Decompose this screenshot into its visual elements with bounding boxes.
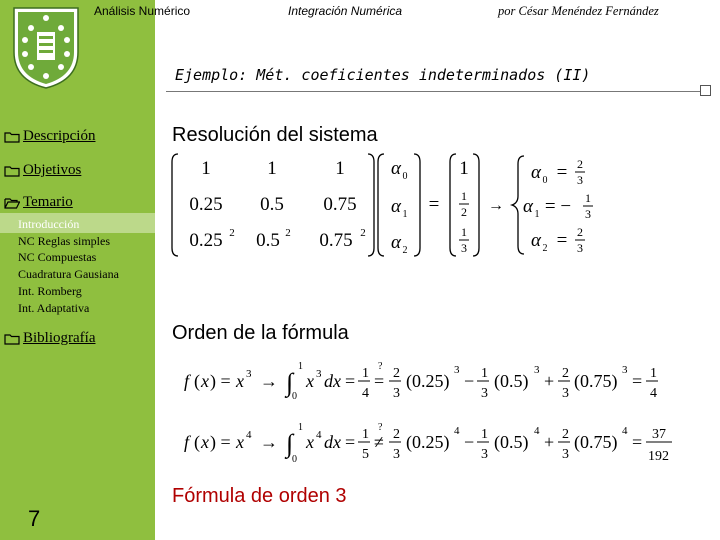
svg-text:=: = [632, 371, 643, 391]
nav-subitem[interactable]: NC Compuestas [18, 250, 97, 264]
svg-text:3: 3 [622, 364, 628, 376]
svg-text:3: 3 [481, 386, 488, 401]
svg-text:1: 1 [298, 422, 303, 433]
svg-text:x: x [306, 432, 314, 452]
svg-text:4: 4 [246, 429, 252, 441]
svg-text:x: x [201, 371, 209, 391]
svg-text:3: 3 [585, 207, 591, 221]
order-check-quartic-equation [168, 418, 688, 470]
svg-text:1: 1 [461, 225, 467, 239]
svg-text:?: ? [378, 361, 383, 372]
nav-subitem[interactable]: Int. Romberg [18, 284, 82, 298]
order-check-cubic-equation [168, 355, 688, 405]
svg-text:α: α [391, 232, 401, 253]
svg-text:∫: ∫ [286, 429, 294, 458]
svg-text:α: α [391, 158, 401, 179]
folder-icon [4, 131, 20, 143]
slide-subtitle: Ejemplo: Mét. coeficientes indeterminados (II) [175, 66, 591, 84]
svg-text:=: = [345, 432, 356, 452]
header-author: por César Menéndez Fernández [498, 4, 659, 18]
svg-text:2: 2 [393, 366, 400, 381]
svg-text:2: 2 [461, 205, 467, 219]
svg-text:=: = [556, 230, 568, 251]
nav-subitem[interactable]: Introducción [18, 217, 80, 231]
svg-text:−: − [464, 432, 475, 452]
svg-text:0.5: 0.5 [256, 230, 280, 251]
folder-open-icon [4, 197, 20, 209]
svg-text:2: 2 [402, 245, 408, 256]
svg-text:1: 1 [335, 158, 345, 179]
svg-text:) =: ) = [210, 432, 231, 452]
svg-text:(0.75): (0.75) [574, 432, 618, 452]
nav-label: Descripción [23, 128, 96, 144]
svg-text:2: 2 [562, 427, 569, 442]
svg-text:=: = [428, 194, 440, 215]
svg-text:(: ( [194, 432, 200, 452]
svg-text:1: 1 [267, 158, 277, 179]
nav-subitem[interactable]: Cuadratura Gausiana [18, 267, 119, 281]
nav-item-bibliografia[interactable] [4, 330, 95, 347]
svg-text:x: x [236, 371, 244, 391]
svg-text:= −: = − [544, 196, 572, 217]
svg-text:2: 2 [229, 227, 235, 239]
svg-text:→: → [260, 371, 278, 391]
nav-label: Objetivos [23, 162, 82, 178]
svg-text:4: 4 [454, 425, 460, 437]
svg-text:+: + [544, 371, 555, 391]
svg-text:(0.5): (0.5) [494, 371, 529, 391]
svg-text:3: 3 [393, 386, 400, 401]
svg-text:−: − [464, 371, 475, 391]
svg-text:≠: ≠ [374, 432, 384, 452]
conclusion-text: Fórmula de orden 3 [172, 485, 347, 507]
svg-text:3: 3 [481, 447, 488, 462]
svg-text:1: 1 [362, 427, 369, 442]
svg-text:37: 37 [652, 427, 666, 442]
svg-text:3: 3 [562, 386, 569, 401]
svg-text:2: 2 [360, 227, 366, 239]
svg-text:4: 4 [362, 386, 369, 401]
svg-text:4: 4 [622, 425, 628, 437]
svg-text:α: α [531, 230, 541, 251]
nav-item-objetivos[interactable] [4, 162, 81, 179]
svg-text:1: 1 [298, 361, 303, 372]
svg-text:0.25: 0.25 [189, 194, 223, 215]
section-heading-order: Orden de la fórmula [172, 322, 349, 344]
folder-icon [4, 165, 20, 177]
svg-text:4: 4 [650, 386, 657, 401]
svg-text:3: 3 [562, 447, 569, 462]
svg-text:x: x [236, 432, 244, 452]
title-rule [166, 91, 702, 92]
svg-text:0: 0 [542, 175, 548, 186]
svg-text:(0.5): (0.5) [494, 432, 529, 452]
nav-item-temario[interactable] [4, 194, 73, 211]
svg-text:+: + [544, 432, 555, 452]
svg-text:0.5: 0.5 [260, 194, 284, 215]
nav-subitem[interactable]: Int. Adaptativa [18, 301, 90, 315]
svg-text:3: 3 [577, 241, 583, 255]
svg-text:1: 1 [585, 191, 591, 205]
svg-text:1: 1 [362, 366, 369, 381]
linear-system-equation [168, 150, 608, 260]
svg-text:1: 1 [461, 189, 467, 203]
svg-text:α: α [391, 196, 401, 217]
nav-subitem[interactable]: NC Reglas simples [18, 234, 110, 248]
svg-text:5: 5 [362, 447, 369, 462]
nav-label: Temario [23, 194, 73, 210]
nav-label: Bibliografía [23, 330, 96, 346]
svg-text:(0.25): (0.25) [406, 432, 450, 452]
folder-icon [4, 333, 20, 345]
svg-text:x: x [201, 432, 209, 452]
svg-text:3: 3 [393, 447, 400, 462]
svg-text:3: 3 [316, 368, 322, 380]
svg-text:1: 1 [481, 427, 488, 442]
svg-text:0.75: 0.75 [323, 194, 357, 215]
page-number: 7 [28, 506, 41, 531]
svg-text:1: 1 [459, 158, 469, 179]
svg-text:2: 2 [393, 427, 400, 442]
svg-text:3: 3 [454, 364, 460, 376]
header-topic: Integración Numérica [288, 4, 403, 18]
svg-text:→: → [488, 197, 504, 214]
nav-item-descripcion[interactable] [4, 128, 95, 145]
svg-text:1: 1 [201, 158, 211, 179]
svg-text:3: 3 [577, 173, 583, 187]
svg-text:0.25: 0.25 [189, 230, 223, 251]
svg-text:=: = [556, 162, 568, 183]
svg-text:1: 1 [650, 366, 657, 381]
svg-text:4: 4 [534, 425, 540, 437]
svg-text:?: ? [378, 422, 383, 433]
svg-text:2: 2 [577, 157, 583, 171]
svg-text:=: = [374, 371, 385, 391]
svg-text:dx: dx [324, 371, 341, 391]
svg-text:192: 192 [648, 449, 669, 464]
svg-text:3: 3 [534, 364, 540, 376]
svg-text:→: → [260, 432, 278, 452]
svg-text:x: x [306, 371, 314, 391]
svg-text:1: 1 [402, 209, 408, 220]
header-course: Análisis Numérico [94, 4, 191, 18]
svg-text:f: f [184, 371, 190, 391]
svg-text:=: = [632, 432, 643, 452]
svg-text:α: α [531, 162, 541, 183]
svg-text:1: 1 [534, 209, 540, 220]
svg-text:0: 0 [402, 171, 408, 182]
svg-text:2: 2 [542, 243, 548, 254]
corner-square [700, 85, 711, 96]
svg-text:(0.75): (0.75) [574, 371, 618, 391]
section-heading-system: Resolución del sistema [172, 124, 378, 146]
svg-text:2: 2 [577, 225, 583, 239]
svg-text:1: 1 [481, 366, 488, 381]
svg-text:0: 0 [292, 391, 297, 402]
svg-text:2: 2 [562, 366, 569, 381]
svg-text:(0.25): (0.25) [406, 371, 450, 391]
svg-text:2: 2 [285, 227, 291, 239]
svg-text:) =: ) = [210, 371, 231, 391]
svg-text:3: 3 [246, 368, 252, 380]
svg-text:dx: dx [324, 432, 341, 452]
svg-text:(: ( [194, 371, 200, 391]
svg-text:3: 3 [461, 241, 467, 255]
svg-text:∫: ∫ [286, 368, 294, 397]
svg-text:f: f [184, 432, 190, 452]
svg-text:=: = [345, 371, 356, 391]
svg-text:0.75: 0.75 [319, 230, 353, 251]
svg-text:α: α [523, 196, 533, 217]
university-logo-icon [6, 4, 86, 90]
svg-text:0: 0 [292, 454, 297, 465]
svg-text:4: 4 [316, 429, 322, 441]
